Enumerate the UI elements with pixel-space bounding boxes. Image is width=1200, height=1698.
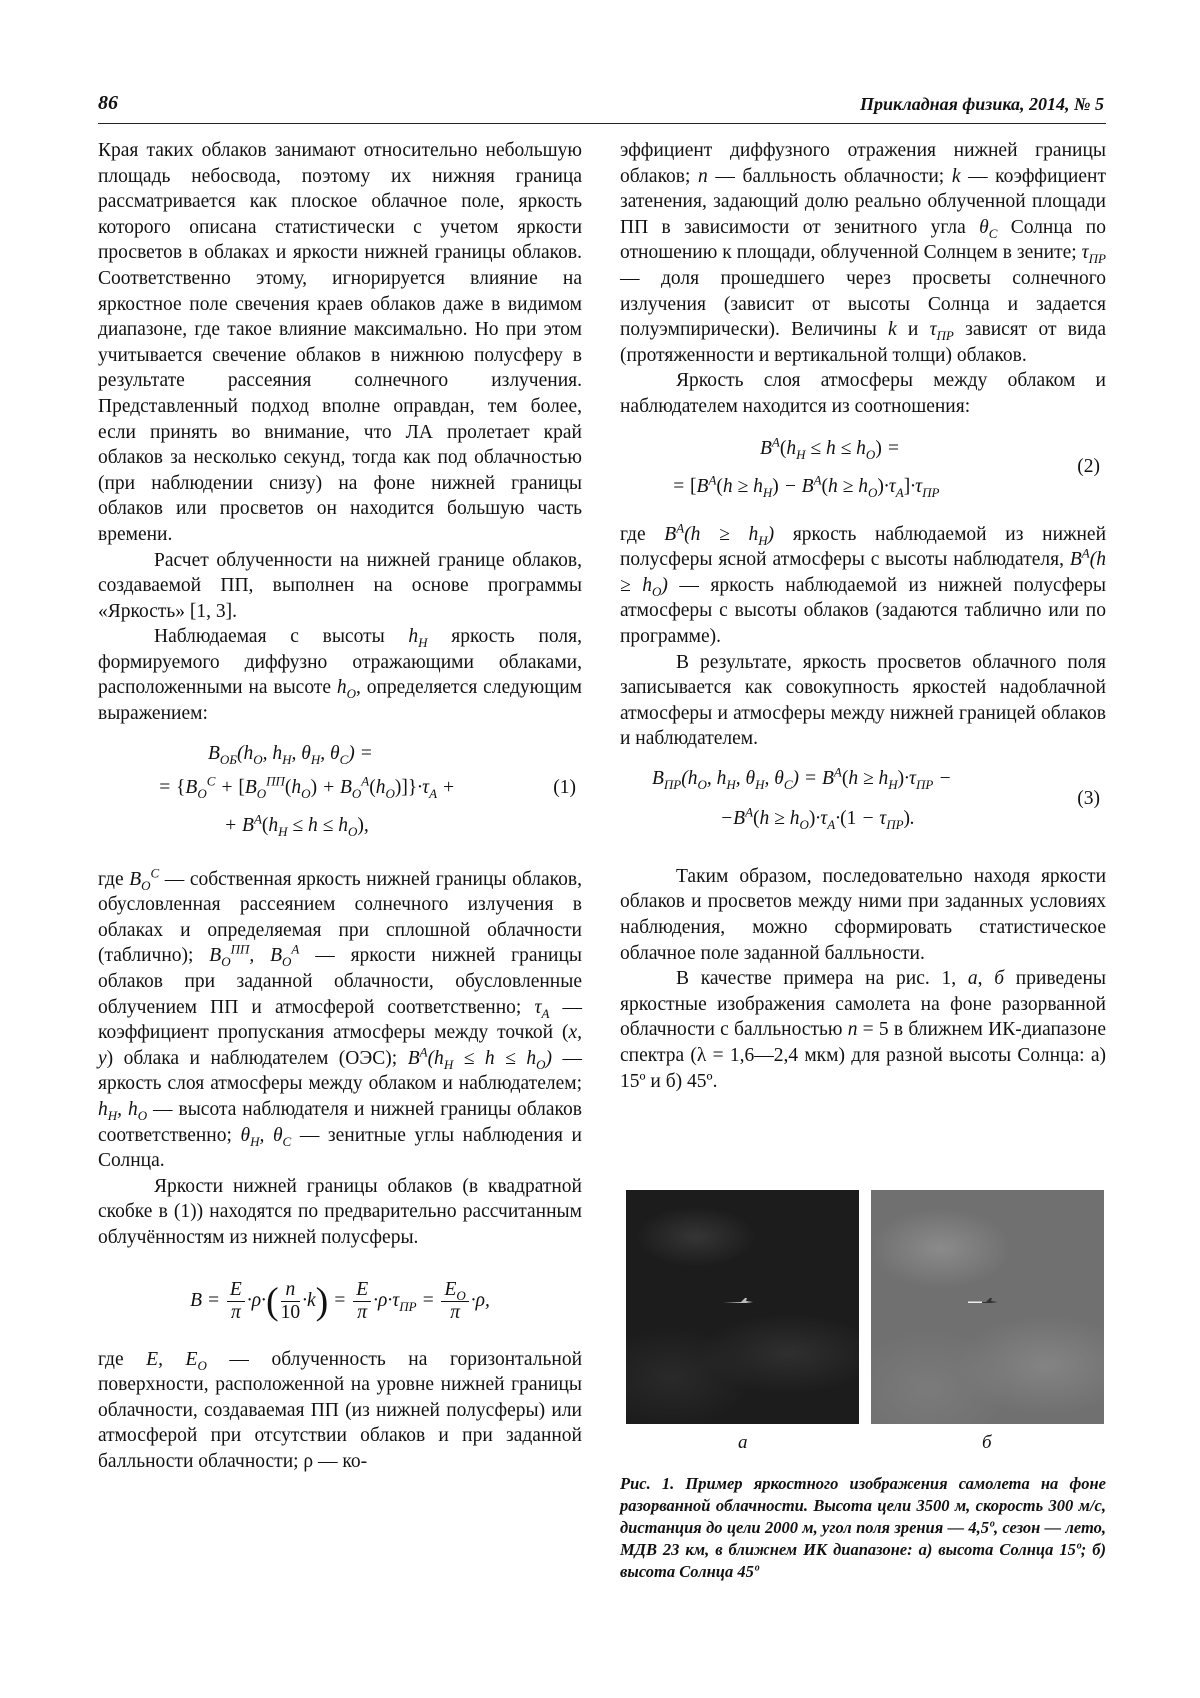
- equation-number: (2): [1077, 455, 1100, 477]
- paragraph: Края таких облаков занимают относительно небольшую площадь небосвода, поэтому их нижняя граница рассматривается как плоское облачное поле, яркость которого описана статистически с учетом яркости просветов в облаках и яркости нижней границы облаков. Соответственно этому, игнорируется влияние на яркостное поле свечения краев облаков даже в видимом диапазоне, где такое влияние максимально. Но при этом учитывается свечение облаков в нижнюю полусферу в результате рассеяния солнечного излучения. Представленный подход вполне оправдан, тем более, если принять во внимание, что ЛА пролетает край облаков за несколько секунд, тогда как под облачностью (при наблюдении снизу) на фоне нижней границы облаков или просветов он находится большую часть времени.: [98, 140, 582, 545]
- header-rule: [98, 123, 1106, 124]
- figure-label-b: б: [982, 1432, 992, 1453]
- equation-b: B = $\frac{E}{\pi}$ ·ρ·( $\frac{n}{10}$ ·k) = $\frac{E}{\pi}$ $\cdot\rho\cdot\tau_{ПР}$ = $\frac{E_O}{\pi}$ ·ρ,: [190, 1278, 490, 1323]
- paragraph: В качестве примера на рис. 1, а, б приведены яркостные изображения самолета на фоне разорванной облачности с балльностью n = 5 в ближнем ИК-диапазоне спектра (λ = 1,6—2,4 мкм) для разной высоты Солнца: а) 15º и б) 45º.: [620, 968, 1106, 1092]
- paragraph: где $B^A(h \ge h_H)$ яркость наблюдаемой из нижней полусферы ясной атмосферы с высоты наблюдателя, $B^A(h \ge h_O)$ — яркость наблюдаемой из нижней полусферы атмосферы с высоты облаков (задаются таблично или по программе).: [620, 520, 1106, 647]
- paragraph: Таким образом, последовательно находя яркости облаков и просветов между ними при заданных условиях наблюдения, можно сформировать статистическое облачное поле заданной балльности.: [620, 865, 1106, 964]
- equation-2: $B^A(h_H \le h \le h_O)$ = = $[B^A(h \ge h_H) - B^A(h \ge h_O)\cdot\tau_A]\cdot\tau_{ПР}$ (2): [672, 434, 1100, 500]
- paragraph: где $B_O^C$ — собственная яркость нижней границы облаков, обусловленная рассеянием солнечного излучения в облаках и определяемая при сплошной облачности (таблично); $B_O^{ПП}$, $B_O^A$ — яркости нижней границы облаков при заданной облачности, обусловленные облучением ПП и атмосферой соответственно; $\tau_A$ — коэффициент пропускания атмосферы между точкой (x, y) облака и наблюдателем (ОЭС); $B^A(h_H \le h \le h_O)$ — яркость слоя атмосферы между облаком и наблюдателем; $h_H$, $h_O$ — высота наблюдателя и нижней границы облаков соответственно; $\theta_H$, $\theta_C$ — зенитные углы наблюдения и Солнца.: [98, 865, 583, 1172]
- image-a: [626, 1190, 859, 1424]
- figure-label-a: а: [738, 1432, 748, 1453]
- aircraft-icon: [723, 1297, 753, 1305]
- right-column: [620, 138, 1106, 1094]
- page-header: [98, 92, 1104, 122]
- paragraph: эффициент диффузного отражения нижней границы облаков; n — балльность облачности; k — коэффициент затенения, задающий долю реально облученной площади ПП в зависимости от зенитного угла $\theta_C$ Солнца по отношению к площади, облученной Солнцем в зените; $\tau_{ПР}$ — доля прошедшего через просветы солнечного излучения (зависит от высоты Солнца и задается полуэмпирически). Величины k и $\tau_{ПР}$ зависят от вида (протяженности и вертикальной толщи) облаков.: [620, 140, 1106, 366]
- paragraph: Яркости нижней границы облаков (в квадратной скобке в (1)) находятся по предварительно рассчитанным облучённостям из нижней полусферы.: [98, 1175, 582, 1248]
- aircraft-icon: [968, 1297, 998, 1305]
- equation-number: (3): [1077, 787, 1100, 809]
- equation-number: (1): [553, 776, 576, 798]
- paragraph: Яркость слоя атмосферы между облаком и наблюдателем находится из соотношения:: [620, 370, 1106, 417]
- figure-caption: Рис. 1. Пример яркостного изображения самолета на фоне разорванной облачности. Высота цели 3500 м, скорость 300 м/с, дистанция до цели 2000 м, угол поля зрения — 4,5º, сезон — лето, МДВ 23 км, в ближнем ИК диапазоне: а) высота Солнца 15º; б) высота Солнца 45º: [620, 1474, 1106, 1581]
- paragraph: Расчет облученности на нижней границе облаков, создаваемой ПП, выполнен на основе программы «Яркость» [1, 3].: [98, 549, 582, 622]
- journal-name: Прикладная физика, 2014, № 5: [859, 94, 1104, 114]
- image-b: [871, 1190, 1104, 1424]
- equation-3: $B_{ПР}(h_O$, $h_H$, $\theta_H$, $\theta_C) = B^A(h \ge h_H)\cdot\tau_{ПР}$ − $-B^A(h \ge h_O)\cdot\tau_A\cdot(1 - \tau_{ПР})$. (3): [652, 764, 1100, 832]
- page-number: 86: [98, 92, 118, 114]
- paragraph: где E, $E_O$ — облученность на горизонтальной поверхности, расположенной на уровне нижней границы облачности, создаваемая ПП (из нижней полусферы) или атмосферой при отсутствии облаков и при заданной балльности облачности; ρ — ко-: [98, 1348, 583, 1472]
- paragraph: Наблюдаемая с высоты $h_H$ яркость поля, формируемого диффузно отражающими облаками, расположенными на высоте $h_O$, определяется следующим выражением:: [98, 626, 582, 725]
- left-column: [98, 138, 582, 1475]
- figure-1: [626, 1190, 1104, 1424]
- equation-1: $B_{ОБ}(h_O$, $h_H$, $\theta_H$, $\theta_C$) = = $\{B_O^C + [B_O^{ПП}(h_O) + B_O^A(h_O)]\}\cdot\tau_A$ + + $B^A(h_H \le h \le h_O)$, (1): [158, 742, 576, 839]
- paragraph: В результате, яркость просветов облачного поля записывается как совокупность яркостей надоблачной атмосферы и атмосферы между нижней границей облаков и наблюдателем.: [620, 651, 1106, 750]
